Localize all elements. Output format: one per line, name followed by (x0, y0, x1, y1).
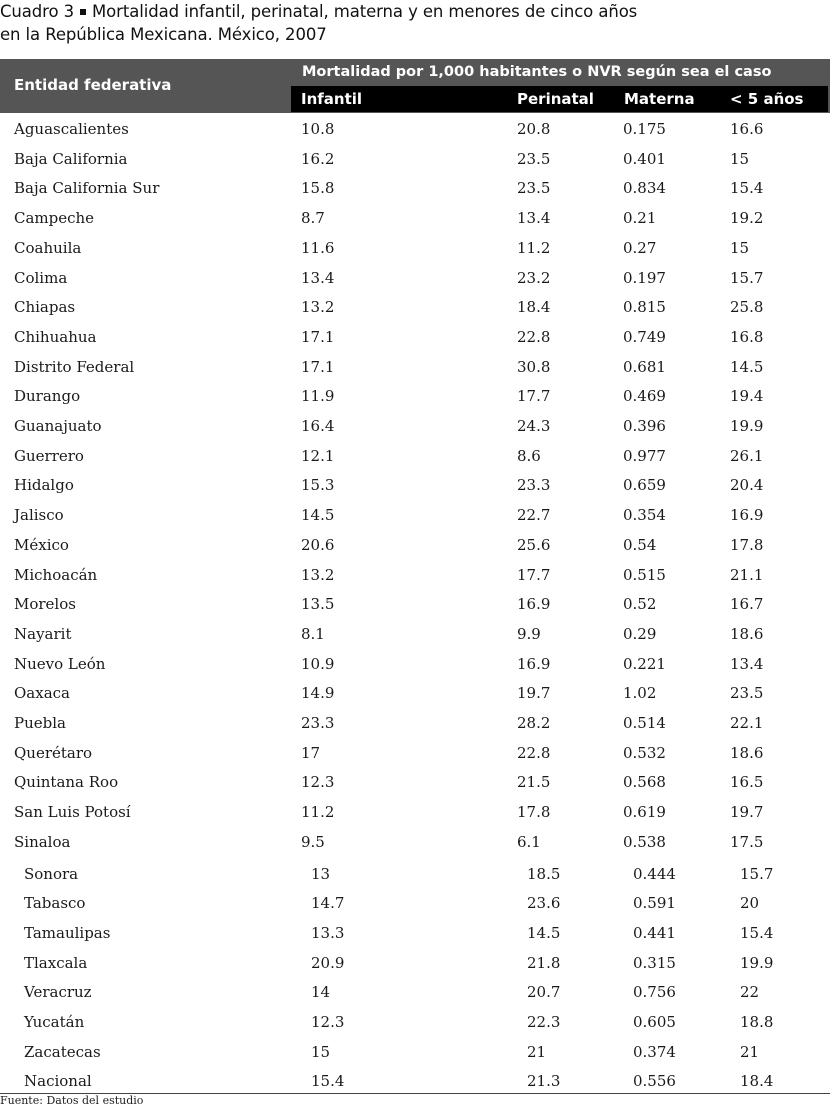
caption-line-1 (0, 0, 830, 23)
cell-menores-5: 22.1 (730, 714, 764, 732)
cell-menores-5: 21 (740, 1042, 760, 1061)
cell-entidad: Sinaloa (14, 832, 71, 851)
cell-infantil: 15.8 (301, 179, 335, 198)
cell-perinatal: 22.3 (527, 1013, 561, 1031)
table-row (0, 918, 830, 948)
cell-menores-5: 16.7 (730, 595, 764, 614)
caption-title-line1: Mortalidad infantil, perinatal, materna y en menores de cinco años (92, 2, 638, 21)
cell-menores-5: 14.5 (730, 357, 764, 376)
cell-perinatal: 30.8 (517, 357, 551, 376)
cell-perinatal: 17.7 (517, 387, 551, 406)
table-row (0, 560, 830, 590)
cell-infantil: 12.1 (301, 446, 335, 465)
cell-entidad: Tamaulipas (24, 923, 111, 942)
cell-perinatal: 28.2 (517, 714, 551, 732)
cell-perinatal: 18.5 (527, 864, 561, 883)
cell-infantil: 9.5 (301, 832, 325, 851)
cell-perinatal: 21.5 (517, 773, 551, 792)
cell-perinatal: 19.7 (517, 684, 551, 703)
table-row (0, 411, 830, 441)
cell-infantil: 8.1 (301, 624, 325, 643)
table-row (0, 470, 830, 500)
cell-menores-5: 20.4 (730, 476, 764, 495)
cell-infantil: 11.9 (301, 387, 335, 406)
table-row (0, 1066, 830, 1096)
cell-materna: 0.977 (623, 446, 666, 465)
cell-perinatal: 23.3 (517, 476, 551, 495)
table-row (0, 708, 830, 738)
cell-entidad: Querétaro (14, 743, 93, 762)
cell-menores-5: 26.1 (730, 446, 764, 465)
cell-perinatal: 22.8 (517, 743, 551, 762)
cell-perinatal: 21.8 (527, 953, 561, 972)
col-header-menores-5: < 5 años (730, 90, 804, 108)
cell-menores-5: 16.9 (730, 506, 764, 525)
cell-materna: 0.54 (623, 535, 657, 554)
cell-menores-5: 17.5 (730, 832, 764, 851)
cell-entidad: Tlaxcala (24, 953, 88, 972)
cell-infantil: 14.5 (301, 506, 335, 525)
cell-infantil: 16.2 (301, 149, 335, 168)
table-row (0, 888, 830, 918)
cell-entidad: Puebla (14, 714, 66, 732)
cell-materna: 0.515 (623, 565, 666, 584)
cell-entidad: Quintana Roo (14, 773, 119, 792)
cell-infantil: 13 (311, 864, 331, 883)
cell-infantil: 12.3 (301, 773, 335, 792)
cell-menores-5: 15.4 (740, 923, 774, 942)
cell-menores-5: 18.6 (730, 743, 764, 762)
cell-perinatal: 21 (527, 1042, 547, 1061)
cell-materna: 0.756 (633, 983, 676, 1002)
cell-menores-5: 22 (740, 983, 760, 1002)
cell-perinatal: 20.7 (527, 983, 561, 1002)
cell-infantil: 14.9 (301, 684, 335, 703)
cell-materna: 0.469 (623, 387, 666, 406)
column-subheader (291, 86, 828, 112)
cell-entidad: Baja California Sur (14, 179, 160, 198)
group-header-label: Mortalidad por 1,000 habitantes o NVR según sea el caso (302, 64, 772, 80)
cell-infantil: 10.9 (301, 654, 335, 673)
cell-infantil: 13.5 (301, 595, 335, 614)
table-row (0, 441, 830, 471)
cell-infantil: 15 (311, 1042, 331, 1061)
cell-entidad: Nayarit (14, 624, 72, 643)
table-row (0, 859, 830, 889)
table-row (0, 619, 830, 649)
cell-perinatal: 16.9 (517, 654, 551, 673)
cell-materna: 0.538 (623, 832, 666, 851)
cell-infantil: 11.6 (301, 238, 335, 257)
col-header-infantil: Infantil (301, 90, 363, 108)
table-row (0, 144, 830, 174)
table-row (0, 767, 830, 797)
cell-menores-5: 15.7 (730, 268, 764, 287)
cell-entidad: Colima (14, 268, 68, 287)
cell-infantil: 13.3 (311, 923, 345, 942)
cell-infantil: 14.7 (311, 894, 345, 913)
cell-entidad: Tabasco (24, 894, 86, 913)
cell-entidad: Chiapas (14, 298, 76, 317)
row-header-label: Entidad federativa (14, 76, 172, 94)
cell-infantil: 16.4 (301, 417, 335, 435)
cell-perinatal: 6.1 (517, 832, 541, 851)
col-header-materna: Materna (624, 90, 695, 108)
cell-menores-5: 23.5 (730, 684, 764, 703)
cell-perinatal: 23.5 (517, 179, 551, 198)
cell-menores-5: 18.4 (740, 1072, 774, 1091)
cell-perinatal: 8.6 (517, 446, 541, 465)
cell-entidad: Sonora (24, 864, 79, 883)
cell-materna: 0.834 (623, 179, 666, 198)
table-row (0, 678, 830, 708)
cell-perinatal: 17.7 (517, 565, 551, 584)
cell-entidad: Morelos (14, 595, 76, 614)
cell-infantil: 10.8 (301, 120, 335, 138)
cell-entidad: Durango (14, 387, 81, 406)
cell-entidad: Nacional (24, 1072, 92, 1091)
cell-menores-5: 21.1 (730, 565, 764, 584)
cell-entidad: Zacatecas (24, 1042, 101, 1061)
cell-materna: 0.619 (623, 803, 666, 822)
cell-menores-5: 13.4 (730, 654, 764, 673)
cell-perinatal: 23.6 (527, 894, 561, 913)
cell-materna: 0.21 (623, 209, 657, 228)
cell-perinatal: 18.4 (517, 298, 551, 317)
cell-entidad: Guerrero (14, 446, 84, 465)
cell-materna: 0.681 (623, 357, 666, 376)
cell-infantil: 23.3 (301, 714, 335, 732)
cell-materna: 0.444 (633, 864, 676, 883)
table-row (0, 649, 830, 679)
cell-infantil: 13.2 (301, 565, 335, 584)
table-row (0, 1037, 830, 1067)
table-row (0, 1007, 830, 1037)
cell-menores-5: 25.8 (730, 298, 764, 317)
cell-entidad: Hidalgo (14, 476, 74, 495)
cell-menores-5: 15 (730, 238, 750, 257)
table-row (0, 977, 830, 1007)
cell-menores-5: 18.8 (740, 1013, 774, 1031)
cell-entidad: Michoacán (14, 565, 98, 584)
col-header-perinatal: Perinatal (517, 90, 594, 108)
cell-perinatal: 21.3 (527, 1072, 561, 1091)
cell-menores-5: 16.6 (730, 120, 764, 138)
cell-perinatal: 25.6 (517, 535, 551, 554)
cell-perinatal: 23.5 (517, 149, 551, 168)
cell-perinatal: 24.3 (517, 417, 551, 435)
cell-materna: 0.556 (633, 1072, 676, 1091)
cell-materna: 0.605 (633, 1013, 676, 1031)
table-row (0, 203, 830, 233)
table-row (0, 948, 830, 978)
cell-infantil: 20.9 (311, 953, 345, 972)
caption-title-line2: en la República Mexicana. México, 2007 (0, 25, 327, 44)
cell-entidad: Coahuila (14, 238, 82, 257)
cell-materna: 0.52 (623, 595, 657, 614)
cell-materna: 0.441 (633, 923, 676, 942)
cell-perinatal: 13.4 (517, 209, 551, 228)
cell-materna: 0.532 (623, 743, 666, 762)
table-row (0, 381, 830, 411)
cell-materna: 0.315 (633, 953, 676, 972)
cell-menores-5: 20 (740, 894, 760, 913)
cell-entidad: Baja California (14, 149, 128, 168)
source-note: Fuente: Datos del estudio (0, 1094, 144, 1107)
cell-menores-5: 19.4 (730, 387, 764, 406)
table-row (0, 233, 830, 263)
cell-materna: 0.354 (623, 506, 666, 525)
caption-label: Cuadro 3 (0, 2, 75, 21)
cell-menores-5: 18.6 (730, 624, 764, 643)
cell-entidad: Jalisco (14, 506, 64, 525)
cell-perinatal: 11.2 (517, 238, 551, 257)
cell-entidad: Aguascalientes (14, 120, 129, 138)
cell-menores-5: 15.7 (740, 864, 774, 883)
table-row (0, 827, 830, 857)
cell-infantil: 15.4 (311, 1072, 345, 1091)
cell-menores-5: 17.8 (730, 535, 764, 554)
cell-infantil: 8.7 (301, 209, 325, 228)
cell-materna: 0.514 (623, 714, 666, 732)
cell-materna: 0.568 (623, 773, 666, 792)
bullet-icon (80, 9, 86, 15)
cell-entidad: Oaxaca (14, 684, 70, 703)
cell-materna: 0.221 (623, 654, 666, 673)
cell-perinatal: 22.8 (517, 327, 551, 346)
cell-materna: 0.591 (633, 894, 676, 913)
cell-materna: 0.659 (623, 476, 666, 495)
cell-infantil: 13.2 (301, 298, 335, 317)
cell-perinatal: 17.8 (517, 803, 551, 822)
table-row (0, 352, 830, 382)
cell-perinatal: 9.9 (517, 624, 541, 643)
cell-menores-5: 19.7 (730, 803, 764, 822)
cell-infantil: 11.2 (301, 803, 335, 822)
cell-entidad: Guanajuato (14, 417, 102, 435)
table-row (0, 322, 830, 352)
cell-materna: 0.175 (623, 120, 666, 138)
cell-perinatal: 14.5 (527, 923, 561, 942)
cell-menores-5: 19.2 (730, 209, 764, 228)
cell-perinatal: 20.8 (517, 120, 551, 138)
cell-menores-5: 19.9 (740, 953, 774, 972)
table-row (0, 738, 830, 768)
cell-materna: 0.27 (623, 238, 657, 257)
table-row (0, 173, 830, 203)
cell-infantil: 15.3 (301, 476, 335, 495)
cell-menores-5: 19.9 (730, 417, 764, 435)
cell-infantil: 17 (301, 743, 321, 762)
table-row (0, 530, 830, 560)
cell-entidad: Campeche (14, 209, 95, 228)
table-row (0, 263, 830, 293)
cell-materna: 0.401 (623, 149, 666, 168)
table-caption (0, 0, 830, 46)
cell-entidad: Nuevo León (14, 654, 106, 673)
cell-infantil: 17.1 (301, 327, 335, 346)
cell-entidad: San Luis Potosí (14, 803, 131, 822)
cell-infantil: 14 (311, 983, 331, 1002)
cell-infantil: 17.1 (301, 357, 335, 376)
cell-materna: 0.29 (623, 624, 657, 643)
cell-perinatal: 16.9 (517, 595, 551, 614)
table-row (0, 114, 830, 144)
cell-perinatal: 23.2 (517, 268, 551, 287)
cell-materna: 1.02 (623, 684, 657, 703)
cell-materna: 0.749 (623, 327, 666, 346)
cell-menores-5: 16.8 (730, 327, 764, 346)
cell-entidad: Veracruz (24, 983, 92, 1002)
table-row (0, 797, 830, 827)
cell-infantil: 12.3 (311, 1013, 345, 1031)
cell-entidad: Yucatán (24, 1013, 85, 1031)
table-row (0, 589, 830, 619)
cell-infantil: 13.4 (301, 268, 335, 287)
cell-entidad: México (14, 535, 69, 554)
cell-entidad: Distrito Federal (14, 357, 135, 376)
table-row (0, 292, 830, 322)
cell-entidad: Chihuahua (14, 327, 97, 346)
cell-menores-5: 15 (730, 149, 750, 168)
cell-materna: 0.374 (633, 1042, 676, 1061)
cell-materna: 0.815 (623, 298, 666, 317)
cell-perinatal: 22.7 (517, 506, 551, 525)
cell-menores-5: 15.4 (730, 179, 764, 198)
cell-materna: 0.396 (623, 417, 666, 435)
table-row (0, 500, 830, 530)
cell-infantil: 20.6 (301, 535, 335, 554)
cell-menores-5: 16.5 (730, 773, 764, 792)
cell-materna: 0.197 (623, 268, 666, 287)
